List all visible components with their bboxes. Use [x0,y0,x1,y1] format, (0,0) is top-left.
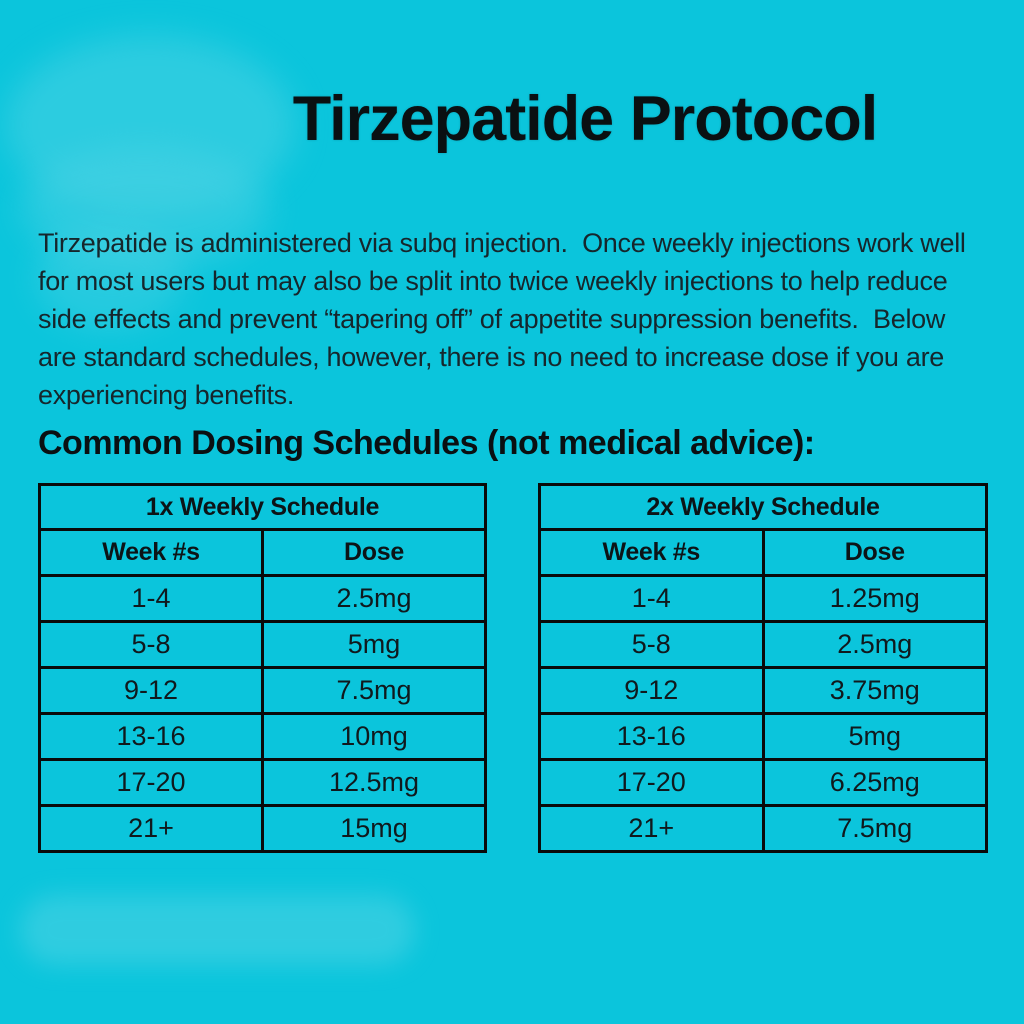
table-row [540,668,987,714]
dose-cell: 12.5mg [263,760,486,806]
table-row [40,806,486,852]
weeks-cell: 17-20 [540,760,764,806]
column-header-dose: Dose [263,530,486,576]
dose-cell: 10mg [263,714,486,760]
column-header-weeks: Week #s [40,530,263,576]
weeks-cell: 5-8 [40,622,263,668]
section-heading: Common Dosing Schedules (not medical advice): [38,424,815,462]
table-row [540,806,987,852]
table-row [540,576,987,622]
weeks-cell: 21+ [40,806,263,852]
table-row [540,760,987,806]
table-row [40,714,486,760]
weeks-cell: 5-8 [540,622,764,668]
dose-cell: 6.25mg [763,760,987,806]
faded-streak-artifact [20,895,415,965]
table-title-row [40,485,486,530]
table-row [40,622,486,668]
dose-cell: 7.5mg [263,668,486,714]
column-header-weeks: Week #s [540,530,764,576]
dose-cell: 2.5mg [263,576,486,622]
table-row [40,668,486,714]
dose-cell: 7.5mg [763,806,987,852]
table-title-row [540,485,987,530]
weeks-cell: 21+ [540,806,764,852]
weeks-cell: 17-20 [40,760,263,806]
dose-cell: 1.25mg [763,576,987,622]
column-header-dose: Dose [763,530,987,576]
weeks-cell: 13-16 [540,714,764,760]
table-header-row [540,530,987,576]
table-title: 2x Weekly Schedule [540,485,987,530]
table-row [40,576,486,622]
dose-cell: 3.75mg [763,668,987,714]
dose-cell: 5mg [763,714,987,760]
dose-cell: 5mg [263,622,486,668]
intro-paragraph: Tirzepatide is administered via subq injection. Once weekly injections work well for most users but may also be split into twice weekly injections to help reduce side effects and prevent “tapering off” of appetite suppression benefits. Below are standard schedules, however, there is no need to increase dose if you are experiencing benefits. [38,228,973,410]
page-title: Tirzepatide Protocol [292,84,878,154]
weeks-cell: 9-12 [540,668,764,714]
table-row [540,714,987,760]
dose-cell: 2.5mg [763,622,987,668]
table-row [40,760,486,806]
weeks-cell: 1-4 [40,576,263,622]
table-row [540,622,987,668]
weeks-cell: 9-12 [40,668,263,714]
dose-cell: 15mg [263,806,486,852]
table-title: 1x Weekly Schedule [40,485,486,530]
dosing-table-2x-weekly [538,483,988,853]
dosing-table-1x-weekly [38,483,487,853]
weeks-cell: 1-4 [540,576,764,622]
table-header-row [40,530,486,576]
weeks-cell: 13-16 [40,714,263,760]
